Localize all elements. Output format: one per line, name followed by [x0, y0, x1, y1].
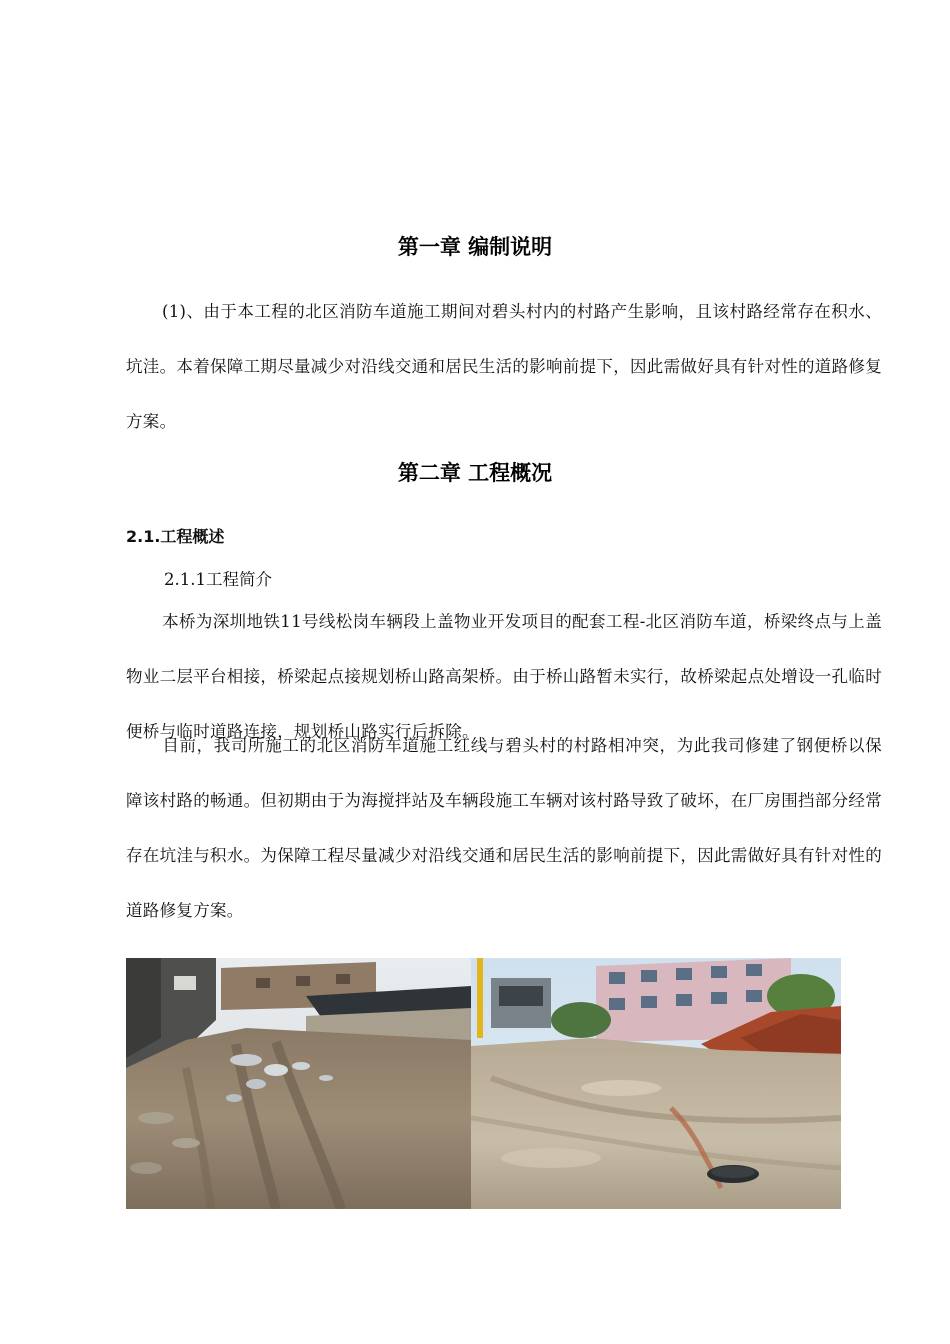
chapter-1-paragraph: (1)、由于本工程的北区消防车道施工期间对碧头村内的村路产生影响，且该村路经常存在积水、坑洼。本着保障工期尽量减少对沿线交通和居民生活的影响前提下，因此需做好具有针对性的道路修复方案。 — [126, 302, 882, 431]
intro-paragraph-1: 本桥为深圳地铁11号线松岗车辆段上盖物业开发项目的配套工程-北区消防车道，桥梁终点与上盖物业二层平台相接，桥梁起点接规划桥山路高架桥。由于桥山路暂未实行，故桥梁起点处增设一孔临时便桥与临时道路连接，规划桥山路实行后拆除。 — [126, 612, 882, 741]
construction-site-image — [471, 958, 841, 1209]
subsection-title: 2.1.1工程简介 — [164, 570, 272, 589]
site-photos — [126, 958, 841, 1209]
chapter-2-title: 第二章 工程概况 — [397, 461, 553, 485]
chapter-1-title: 第一章 编制说明 — [397, 235, 553, 259]
muddy-road-photo — [126, 958, 471, 1209]
section-title: 2.1.工程概述 — [126, 527, 225, 546]
construction-site-photo — [471, 958, 841, 1209]
muddy-road-image — [126, 958, 471, 1209]
intro-paragraph-2: 目前，我司所施工的北区消防车道施工红线与碧头村的村路相冲突，为此我司修建了钢便桥以保障该村路的畅通。但初期由于为海搅拌站及车辆段施工车辆对该村路导致了破坏，在厂房围挡部分经常存在坑洼与积水。为保障工程尽量减少对沿线交通和居民生活的影响前提下，因此需做好具有针对性的道路修复方案。 — [126, 736, 882, 920]
